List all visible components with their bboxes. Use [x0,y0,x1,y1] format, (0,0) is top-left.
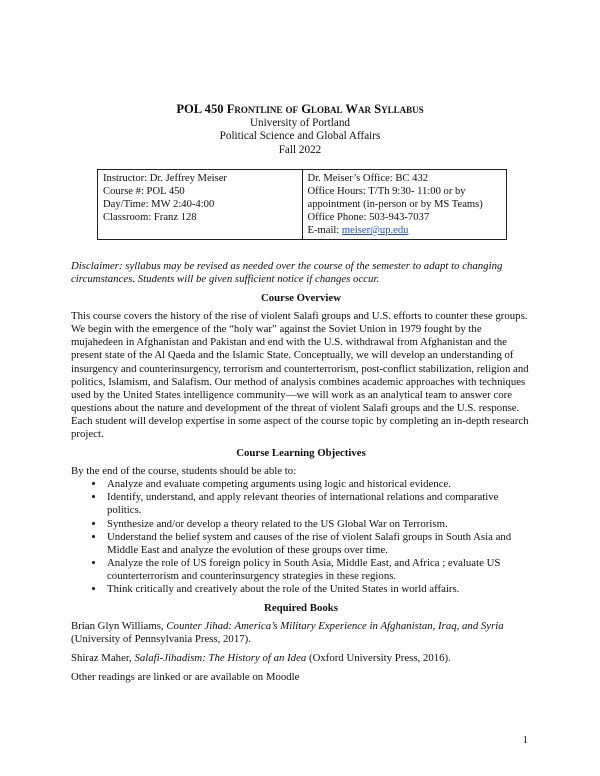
objectives-list [71,478,531,596]
term: Fall 2022 [278,143,322,156]
email-link[interactable]: meiser@up.edu [341,225,409,236]
objectives-intro: By the end of the course, students should be able to: [71,465,297,478]
course-info-left [98,170,303,240]
book-1 [71,620,531,646]
office: Dr. Meiser’s Office: BC 432 [307,173,429,184]
office-hours: Office Hours: T/Th 9:30- 11:00 or by appointment (in-person or by MS Teams) [307,186,483,210]
book-2 [71,652,531,665]
department-name: Political Science and Global Affairs [219,130,381,143]
office-phone: Office Phone: 503-943-7037 [307,212,430,223]
other-readings: Other readings are linked or are available on Moodle [71,671,300,684]
day-time: Day/Time: MW 2:40-4:00 [103,199,215,210]
document-title [0,103,600,117]
books-heading: Required Books [264,602,338,615]
list-item: • Synthesize and/or develop a theory related to the US Global War on Terrorism. [105,518,531,531]
document-body [71,260,531,690]
overview-heading: Course Overview [260,292,342,305]
university-name: University of Portland [249,116,351,129]
objectives-heading: Course Learning Objectives [236,447,366,460]
page-number: 1 [522,734,528,746]
course-info-table [97,169,507,240]
email-line [308,224,503,237]
course-title: Frontline of Global War Syllabus [226,102,424,116]
course-code: POL 450 [176,102,227,116]
book-2-title: Salafi-Jihadism: The History of an Idea [134,652,307,665]
disclaimer: Disclaimer: syllabus may be revised as needed over the course of the semester to adapt to changing circumstances. Students will be given sufficient notice if changes occur. [71,260,503,286]
overview-text: This course covers the history of the rise of violent Salafi groups and U.S. efforts to counter these groups. We begin with the emergence of the “holy war” against the Soviet Union in 1979 fought by the mujahedeen in Afghanistan and Pakistan and end with the U.S. withdrawal from Afghanistan and the present state of the Al Qaeda and the Islamic State. Conceptually, we will develop an understanding of insurgency and counterinsurgency, terrorism and counterterrorism, post-conflict stabilization, religion and politics, Islamism, and Salafism. Our method of analysis combines academic approaches with techniques used by the United States intelligence community—we will work as an analytical team to answer core questions about the nature and development of the threat of violent Salafi groups and the U.S. response. Each student will develop expertise in some aspect of the course topic by completing an in-depth research project. [71,310,529,441]
book-1-title: Counter Jihad: America’s Military Experience in Afghanistan, Iraq, and Syria [166,620,504,633]
list-item: • Analyze the role of US foreign policy in South Asia, Middle East, and Africa ; evaluate US counterterrorism and counterinsurgency strategies in these regions. [105,557,531,583]
list-item: • Analyze and evaluate competing arguments using logic and historical evidence. [105,478,531,491]
book-1-author: Brian Glyn Williams, [71,620,167,633]
classroom: Classroom: Franz 128 [103,212,197,223]
book-2-publisher: (Oxford University Press, 2016). [306,652,451,665]
email-label: E-mail: [307,225,342,236]
list-item: • Identify, understand, and apply relevant theories of international relations and comparative politics. [105,491,531,517]
instructor: Instructor: Dr. Jeffrey Meiser [103,173,227,184]
list-item: • Understand the belief system and causes of the rise of violent Salafi groups in South Asia and Middle East and analyze the evolution of these groups over time. [105,531,531,557]
document-header [0,103,600,157]
course-number: Course #: POL 450 [103,186,185,197]
course-info-right [302,170,507,240]
book-1-publisher: (University of Pennsylvania Press, 2017). [71,633,251,646]
book-2-author: Shiraz Maher, [71,652,135,665]
list-item: • Think critically and creatively about the role of the United States in world affairs. [105,583,531,596]
